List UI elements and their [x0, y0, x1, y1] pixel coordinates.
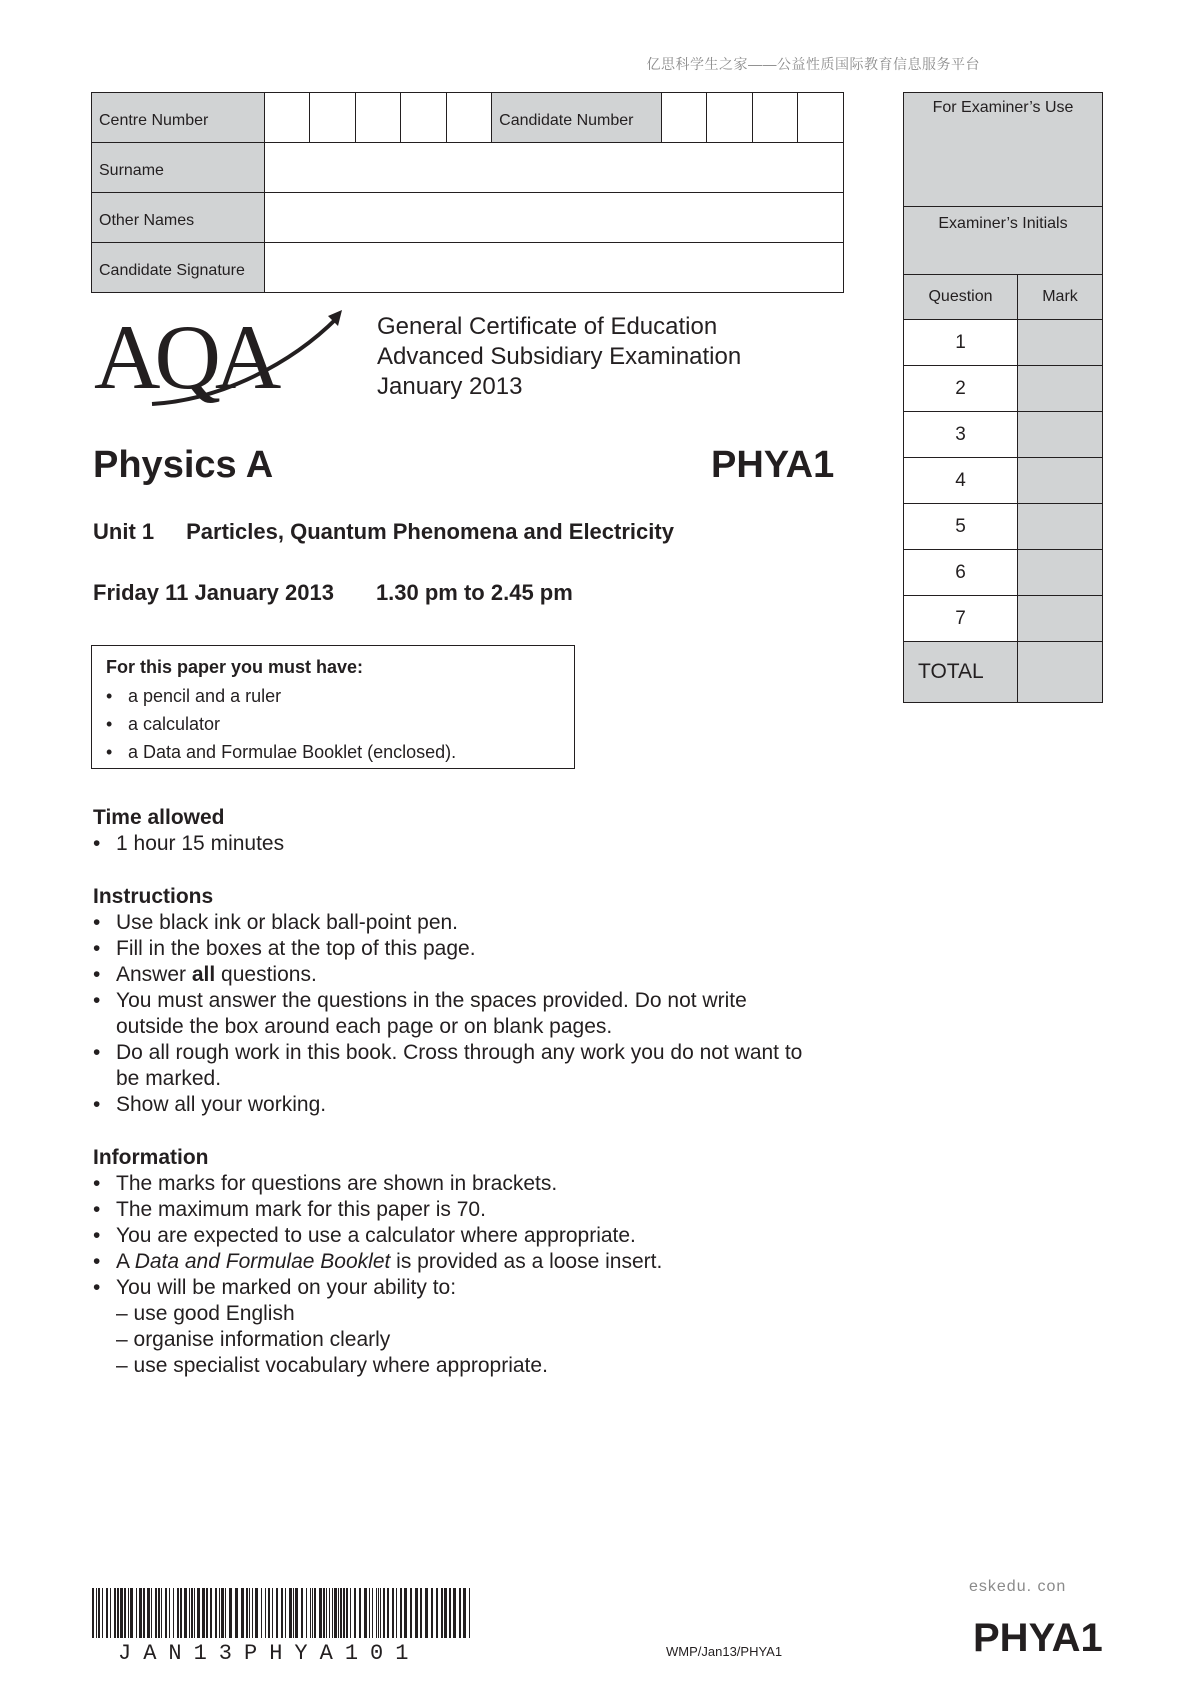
- time-allowed-list: [93, 831, 284, 857]
- candidate-number-digit[interactable]: [707, 93, 752, 143]
- barcode-bar: [177, 1588, 179, 1638]
- mark-cell[interactable]: [1018, 550, 1103, 596]
- barcode-bar: [136, 1588, 137, 1638]
- unit-line: [93, 519, 674, 545]
- barcode-bar: [215, 1588, 217, 1638]
- requirements-box: [91, 645, 575, 769]
- total-mark-cell[interactable]: [1018, 642, 1103, 703]
- barcode-bar: [106, 1588, 108, 1638]
- barcode-bar: [469, 1588, 470, 1638]
- barcode-bar: [161, 1588, 162, 1638]
- barcode-bar: [354, 1588, 356, 1638]
- instructions-heading: Instructions: [93, 885, 214, 908]
- barcode-bar: [281, 1588, 283, 1638]
- barcode-bar: [189, 1588, 190, 1638]
- other-names-label: Other Names: [92, 193, 265, 243]
- barcode-bar: [346, 1588, 348, 1638]
- mark-header: Mark: [1018, 275, 1103, 320]
- barcode-bar: [249, 1588, 250, 1638]
- barcode-bar: [319, 1588, 322, 1638]
- list-item: • The marks for questions are shown in brackets.: [93, 1171, 813, 1197]
- barcode-bar: [272, 1588, 273, 1638]
- barcode-bar: [326, 1588, 327, 1638]
- barcode-bar: [235, 1588, 238, 1638]
- instructions-list: [93, 910, 813, 1118]
- total-label: TOTAL: [904, 642, 1018, 703]
- site-watermark: eskedu. con: [969, 1578, 1067, 1595]
- list-item: • Use black ink or black ball-point pen.: [93, 910, 813, 936]
- information-heading: Information: [93, 1146, 209, 1169]
- list-item: • The maximum mark for this paper is 70.: [93, 1197, 813, 1223]
- barcode-bar: [420, 1588, 422, 1638]
- centre-number-digit[interactable]: [355, 93, 400, 143]
- certificate-line-3: January 2013: [377, 373, 523, 400]
- barcode-text: JAN13PHYA101: [118, 1641, 421, 1666]
- barcode: [92, 1588, 477, 1638]
- barcode-bar: [169, 1588, 170, 1638]
- question-header: Question: [904, 275, 1018, 320]
- requirements-list: [106, 682, 560, 766]
- barcode-bar: [98, 1588, 100, 1638]
- barcode-bar: [143, 1588, 145, 1638]
- barcode-bar: [155, 1588, 157, 1638]
- unit-number: Unit 1: [93, 519, 155, 544]
- exam-time: 1.30 pm to 2.45 pm: [375, 580, 573, 605]
- barcode-bar: [130, 1588, 133, 1638]
- question-number: 4: [904, 458, 1018, 504]
- examiner-use-title: For Examiner’s Use: [904, 93, 1102, 207]
- barcode-bar: [334, 1588, 337, 1638]
- time-allowed-heading: Time allowed: [93, 806, 225, 829]
- candidate-signature-field[interactable]: [264, 243, 843, 293]
- list-item: • a pencil and a ruler: [106, 682, 560, 710]
- barcode-bar: [410, 1588, 412, 1638]
- barcode-bar: [261, 1588, 262, 1638]
- question-number: 3: [904, 412, 1018, 458]
- examiner-initials-label: Examiner’s Initials: [904, 207, 1102, 275]
- barcode-bar: [400, 1588, 402, 1638]
- barcode-bar: [338, 1588, 339, 1638]
- barcode-bar: [380, 1588, 381, 1638]
- surname-label: Surname: [92, 143, 265, 193]
- paper-reference: WMP/Jan13/PHYA1: [666, 1644, 783, 1659]
- barcode-bar: [431, 1588, 433, 1638]
- barcode-bar: [301, 1588, 303, 1638]
- mark-cell[interactable]: [1018, 458, 1103, 504]
- barcode-bar: [359, 1588, 361, 1638]
- centre-number-label: Centre Number: [92, 93, 265, 143]
- list-item: • You must answer the questions in the spaces provided. Do not write outside the box around each page or on blank pages.: [93, 988, 813, 1040]
- barcode-bar: [293, 1588, 294, 1638]
- barcode-bar: [219, 1588, 220, 1638]
- barcode-bar: [372, 1588, 373, 1638]
- other-names-field[interactable]: [264, 193, 843, 243]
- sub-list-item: – use good English: [116, 1302, 295, 1325]
- barcode-bar: [369, 1588, 370, 1638]
- barcode-bar: [340, 1588, 342, 1638]
- barcode-bar: [128, 1588, 129, 1638]
- barcode-bar: [246, 1588, 248, 1638]
- text-segment: Answer: [116, 963, 192, 986]
- exam-date: Friday 11 January 2013: [93, 580, 334, 605]
- barcode-bar: [229, 1588, 232, 1638]
- time-allowed-section: [93, 805, 284, 857]
- centre-number-digit[interactable]: [310, 93, 355, 143]
- certificate-info: [377, 312, 741, 402]
- barcode-bar: [387, 1588, 389, 1638]
- barcode-bar: [383, 1588, 385, 1638]
- barcode-bar: [252, 1588, 253, 1638]
- list-item: [93, 1249, 813, 1275]
- barcode-bar: [197, 1588, 200, 1638]
- candidate-number-digit[interactable]: [661, 93, 706, 143]
- barcode-bar: [120, 1588, 123, 1638]
- list-item: • 1 hour 15 minutes: [93, 831, 284, 857]
- italic-text: Data and Formulae Booklet: [134, 1250, 391, 1273]
- text-segment: A: [116, 1250, 135, 1273]
- barcode-bar: [151, 1588, 152, 1638]
- unit-title: Particles, Quantum Phenomena and Electricity: [186, 519, 674, 544]
- centre-number-digit[interactable]: [401, 93, 446, 143]
- barcode-bar: [191, 1588, 193, 1638]
- mark-cell[interactable]: [1018, 366, 1103, 412]
- barcode-bar: [117, 1588, 119, 1638]
- barcode-bar: [110, 1588, 111, 1638]
- centre-number-digit[interactable]: [264, 93, 309, 143]
- marks-table: [904, 275, 1102, 702]
- barcode-bar: [102, 1588, 103, 1638]
- subject-title: Physics A: [93, 444, 274, 486]
- barcode-bar: [425, 1588, 428, 1638]
- question-number: 5: [904, 504, 1018, 550]
- text-segment: is provided as a loose insert.: [390, 1250, 663, 1273]
- barcode-bar: [329, 1588, 330, 1638]
- list-item: • Show all your working.: [93, 1092, 813, 1118]
- barcode-bar: [165, 1588, 167, 1638]
- barcode-bar: [441, 1588, 443, 1638]
- barcode-bar: [323, 1588, 325, 1638]
- barcode-bar: [444, 1588, 447, 1638]
- certificate-line-2: Advanced Subsidiary Examination: [377, 343, 742, 370]
- barcode-bar: [392, 1588, 394, 1638]
- barcode-bar: [332, 1588, 333, 1638]
- barcode-bar: [202, 1588, 205, 1638]
- barcode-bar: [453, 1588, 456, 1638]
- aqa-logo-graphic: [92, 308, 352, 408]
- barcode-bar: [241, 1588, 244, 1638]
- centre-number-digit[interactable]: [446, 93, 491, 143]
- barcode-bar: [139, 1588, 142, 1638]
- watermark-text: 亿思科学生之家——公益性质国际教育信息服务平台: [646, 56, 980, 72]
- barcode-bar: [92, 1588, 94, 1638]
- aqa-logo: [92, 308, 352, 413]
- text-segment: questions.: [215, 963, 317, 986]
- barcode-bar: [343, 1588, 345, 1638]
- list-item: [93, 962, 813, 988]
- barcode-bar: [180, 1588, 182, 1638]
- barcode-bar: [206, 1588, 208, 1638]
- barcode-bar: [310, 1588, 311, 1638]
- sub-list-item: – organise information clearly: [116, 1328, 391, 1351]
- candidate-number-digit[interactable]: [798, 93, 844, 143]
- barcode-bar: [415, 1588, 418, 1638]
- barcode-bar: [225, 1588, 226, 1638]
- barcode-bar: [350, 1588, 351, 1638]
- paper-code-footer: PHYA1: [973, 1616, 1103, 1660]
- barcode-bar: [114, 1588, 116, 1638]
- barcode-bar: [124, 1588, 126, 1638]
- barcode-bar: [255, 1588, 258, 1638]
- candidate-number-label: Candidate Number: [492, 93, 662, 143]
- barcode-bar: [378, 1588, 379, 1638]
- aqa-logo-text: AQA: [94, 308, 276, 408]
- instructions-section: [93, 884, 813, 1118]
- certificate-line-1: General Certificate of Education: [377, 313, 718, 340]
- barcode-bar: [364, 1588, 367, 1638]
- barcode-bar: [268, 1588, 270, 1638]
- list-item: • Do all rough work in this book. Cross through any work you do not want to be marked.: [93, 1040, 813, 1092]
- barcode-bar: [295, 1588, 298, 1638]
- surname-field[interactable]: [264, 143, 843, 193]
- barcode-bar: [306, 1588, 307, 1638]
- barcode-bar: [147, 1588, 150, 1638]
- barcode-bar: [396, 1588, 397, 1638]
- barcode-bar: [314, 1588, 316, 1638]
- exam-datetime: [93, 580, 573, 606]
- barcode-bar: [404, 1588, 407, 1638]
- list-item: • You are expected to use a calculator where appropriate.: [93, 1223, 813, 1249]
- barcode-bar: [449, 1588, 451, 1638]
- barcode-bar: [285, 1588, 286, 1638]
- barcode-bar: [376, 1588, 377, 1638]
- question-number: 2: [904, 366, 1018, 412]
- barcode-bar: [194, 1588, 195, 1638]
- barcode-bar: [158, 1588, 160, 1638]
- barcode-bar: [265, 1588, 266, 1638]
- examiner-use-box: [903, 92, 1103, 703]
- mark-cell[interactable]: [1018, 412, 1103, 458]
- list-item: • You will be marked on your ability to:: [93, 1275, 813, 1301]
- candidate-signature-label: Candidate Signature: [92, 243, 265, 293]
- mark-cell[interactable]: [1018, 504, 1103, 550]
- mark-cell[interactable]: [1018, 596, 1103, 642]
- question-number: 7: [904, 596, 1018, 642]
- barcode-bar: [210, 1588, 212, 1638]
- candidate-number-digit[interactable]: [752, 93, 797, 143]
- information-section: [93, 1145, 813, 1379]
- candidate-details-box: [91, 92, 844, 293]
- list-item: • a calculator: [106, 710, 560, 738]
- barcode-bar: [96, 1588, 97, 1638]
- list-item: • Fill in the boxes at the top of this page.: [93, 936, 813, 962]
- sub-list-item: – use specialist vocabulary where appropriate.: [116, 1354, 548, 1377]
- barcode-bar: [289, 1588, 292, 1638]
- barcode-bar: [221, 1588, 224, 1638]
- paper-code: PHYA1: [711, 444, 835, 486]
- barcode-bar: [312, 1588, 313, 1638]
- emphasis-text: all: [191, 963, 216, 986]
- information-list: [93, 1171, 813, 1379]
- requirements-heading: For this paper you must have:: [106, 657, 364, 677]
- barcode-bar: [184, 1588, 187, 1638]
- question-number: 1: [904, 320, 1018, 366]
- barcode-bar: [173, 1588, 174, 1638]
- list-item: • a Data and Formulae Booklet (enclosed).: [106, 738, 560, 766]
- barcode-bar: [459, 1588, 461, 1638]
- barcode-bar: [276, 1588, 278, 1638]
- barcode-bar: [436, 1588, 438, 1638]
- barcode-bar: [463, 1588, 466, 1638]
- question-number: 6: [904, 550, 1018, 596]
- mark-cell[interactable]: [1018, 320, 1103, 366]
